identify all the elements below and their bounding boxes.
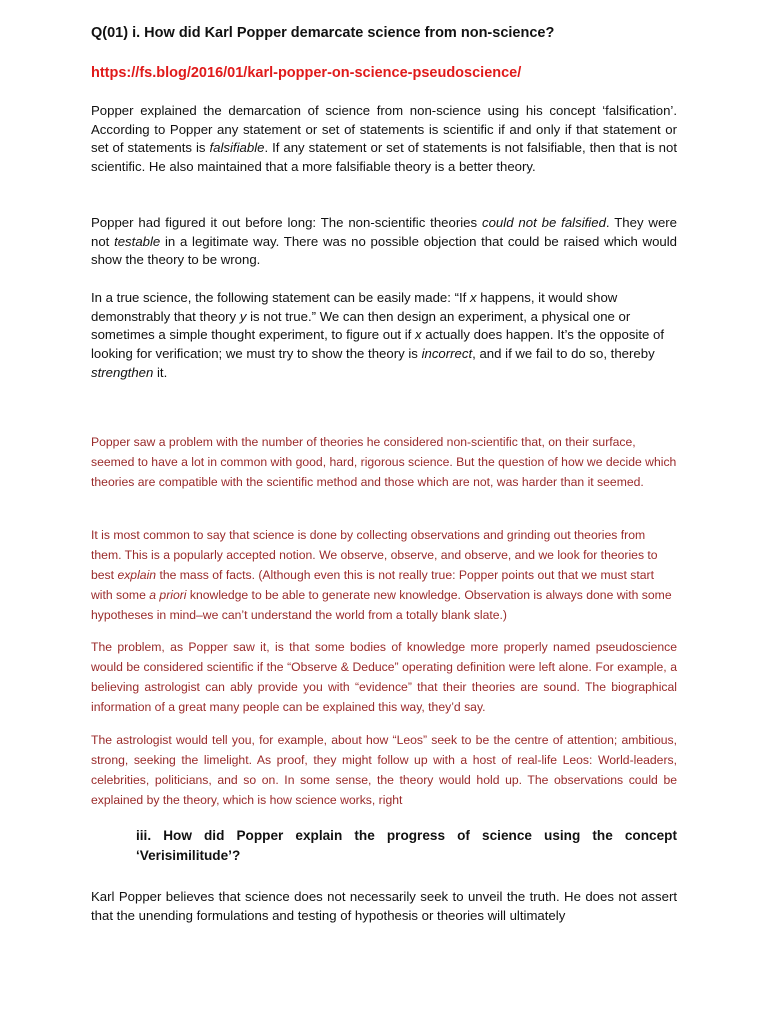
text-run: in a legitimate way. There was no possible objection that could be raised which would show the theory to be wrong. [91,233,678,268]
emphasis-text: x [469,290,477,305]
emphasis-text: x [414,327,422,343]
text-run: . They were not [91,215,678,249]
text-run: the mass of facts. (Although even this is not really true: Popper points out that we must start with some [91,568,654,603]
emphasis-text: incorrect [421,346,473,362]
emphasis-text: a priori [149,588,187,603]
text-run: In a true science, the following statement can be easily made: “If [91,290,470,305]
emphasis-text: explain [117,568,157,583]
quote-paragraph-astrologist: The astrologist would tell you, for example, about how “Leos” seek to be the centre of attention; ambitious, strong, seeking the limelight. As proof, they might follow up with a host of real-life Leos: World-leaders, celebrities, politicians, and so on. In some sense, the theory would hold up. The observations could be explained by the theory, which is how science works, right [91,733,677,808]
emphasis-text: testable [114,233,161,249]
paragraph-true-science [91,289,677,383]
paragraph-non-scientific [91,214,677,270]
quote-paragraph-problem: Popper saw a problem with the number of theories he considered non-scientific that, on their surface, seemed to have a lot in common with good, hard, rigorous science. But the question of how we decide which theories are compatible with the scientific method and those which are not, was harder than it seemed. [91,435,677,490]
text-run: Popper had figured it out before long: The non-scientific theories [91,215,482,230]
paragraph-falsification [91,102,677,177]
text-run: . If any statement or set of statements is not falsifiable, then that is not scientific. He also maintained that a more falsifiable theory is a better theory. [91,140,677,175]
text-run: happens, it would show demonstrably that theory [91,290,618,324]
quote-paragraph-observations [91,525,677,625]
source-link[interactable]: https://fs.blog/2016/01/karl-popper-on-science-pseudoscience/ [91,65,522,81]
text-run: it. [153,364,168,380]
text-run: , and if we fail to do so, thereby [472,346,655,362]
emphasis-text: falsifiable [209,140,265,156]
paragraph-verisimilitude: Karl Popper believes that science does not necessarily seek to unveil the truth. He does not assert that the unending formulations and testing of hypothesis or theories will ultimately [91,889,677,923]
quote-paragraph-pseudoscience: The problem, as Popper saw it, is that some bodies of knowledge more properly named pseudoscience would be considered scientific if the “Observe & Deduce” operating definition were left alone. For example, a believing astrologist can ably provide you with “evidence” that their theories are sound. The biographical information of a great many people can be explained this way, they’d say. [91,640,677,715]
text-run: knowledge to be able to generate new knowledge. Observation is always done with some hypotheses in mind–we can’t understand the world from a totally blank slate.) [91,588,672,623]
text-run: It is most common to say that science is done by collecting observations and grinding out theories from them. This is a popularly accepted notion. We observe, observe, and observe, and we look for theories to best [91,528,658,583]
text-run: actually does happen. It’s the opposite of looking for verification; we must try to show the theory is [91,327,665,362]
emphasis-text: strengthen [91,364,154,380]
text-run: is not true.” We can then design an experiment, a physical one or sometimes a simple thought experiment, to figure out if [91,308,631,343]
text-run: Popper explained the demarcation of science from non-science using his concept ‘falsification’. According to Popper any statement or set of statements is scientific if and only if that statement or set of statements is [91,103,677,156]
question-heading: Q(01) i. How did Karl Popper demarcate science from non-science? [91,25,555,41]
emphasis-text: y [239,308,247,324]
sub-question-heading: iii. How did Popper explain the progress of science using the concept ‘Verisimilitude’? [136,828,677,863]
emphasis-text: could not be falsified [482,215,606,230]
